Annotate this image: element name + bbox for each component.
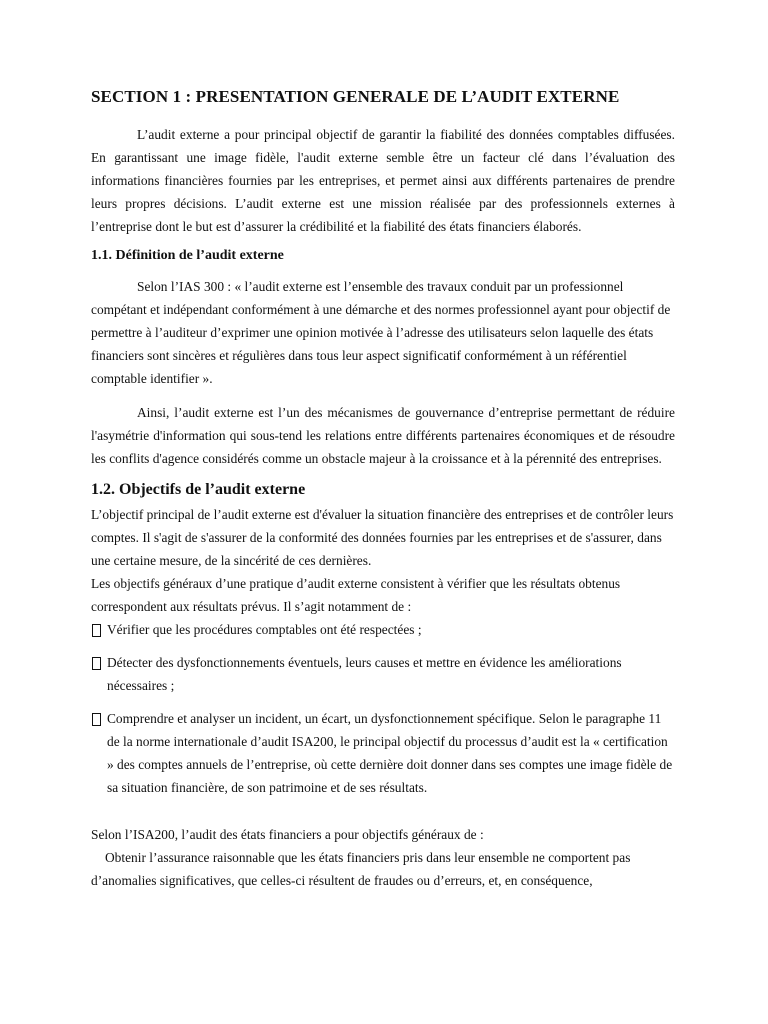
- page-content: [91, 86, 675, 892]
- bullet-item: [91, 707, 675, 799]
- heading-objectives: 1.2. Objectifs de l’audit externe: [91, 481, 306, 498]
- governance-paragraph: Ainsi, l’audit externe est l’un des mécanismes de gouvernance d’entreprise permettant de réduire l'asymétrie d'information qui sous-tend les relations entre différents partenaires économiques et de résoudre les conflits d'agence considérés comme un obstacle majeur à la croissance et à la pérennité des entreprises.: [91, 405, 675, 466]
- objectives-paragraph: L’objectif principal de l’audit externe est d'évaluer la situation financière des entreprises et de contrôler leurs comptes. Il s'agit de s'assurer de la conformité des données fournies par les entreprises et de s'assurer, dans une certaine mesure, de la sincérité de ces dernières.: [91, 507, 674, 568]
- bullet-item: [91, 618, 675, 641]
- objectives-general-paragraph: Les objectifs généraux d’une pratique d’audit externe consistent à vérifier que les résultats obtenus correspondent aux résultats prévus. Il s’agit notamment de :: [91, 576, 621, 614]
- intro-paragraph: L’audit externe a pour principal objectif de garantir la fiabilité des données comptables diffusées. En garantissant une image fidèle, l'audit externe semble être un facteur clé dans l’évaluation des informations financières fournies par les entreprises, et permet ainsi aux différents partenaires de prendre leurs propres décisions. L’audit externe est une mission réalisée par des professionnels externes à l’entreprise dont le but est d’assurer la crédibilité et la fiabilité des états financiers élaborés.: [91, 127, 675, 234]
- bullet-text: Détecter des dysfonctionnements éventuels, leurs causes et mettre en évidence les améliorations nécessaires ;: [107, 655, 622, 693]
- bullet-text: Comprendre et analyser un incident, un écart, un dysfonctionnement spécifique. Selon le paragraphe 11 de la norme internationale d’audit ISA200, le principal objectif du processus d’audit est la « certification » des comptes annuels de l’entreprise, où cette dernière doit donner dans ses comptes une image fidèle de sa situation financière, de son patrimoine et de ses résultats.: [107, 711, 673, 795]
- bullet-text: Vérifier que les procédures comptables ont été respectées ;: [107, 622, 422, 637]
- definition-paragraph: Selon l’IAS 300 : « l’audit externe est l’ensemble des travaux conduit par un professionnel compétant et indépendant conformément à une démarche et des normes professionnel ayant pour objectif de permettre à l’auditeur d’exprimer une opinion motivée à l’adresse des utilisateurs selon laquelle des états financiers sont sincères et régulières dans tous leur aspect significatif conformément à un référentiel comptable identifier ».: [91, 279, 671, 386]
- checkbox-glyph-icon: [92, 624, 101, 637]
- checkbox-glyph-icon: [92, 713, 101, 726]
- heading-definition: 1.1. Définition de l’audit externe: [91, 248, 284, 263]
- section-title: SECTION 1 : PRESENTATION GENERALE DE L’AUDIT EXTERNE: [91, 87, 620, 106]
- assurance-paragraph: Obtenir l’assurance raisonnable que les états financiers pris dans leur ensemble ne comportent pas d’anomalies significatives, que celles-ci résultent de fraudes ou d’erreurs, et, en conséquence,: [91, 850, 631, 888]
- bullet-item: [91, 651, 675, 697]
- isa200-paragraph: Selon l’ISA200, l’audit des états financiers a pour objectifs généraux de :: [91, 827, 484, 842]
- checkbox-glyph-icon: [92, 657, 101, 670]
